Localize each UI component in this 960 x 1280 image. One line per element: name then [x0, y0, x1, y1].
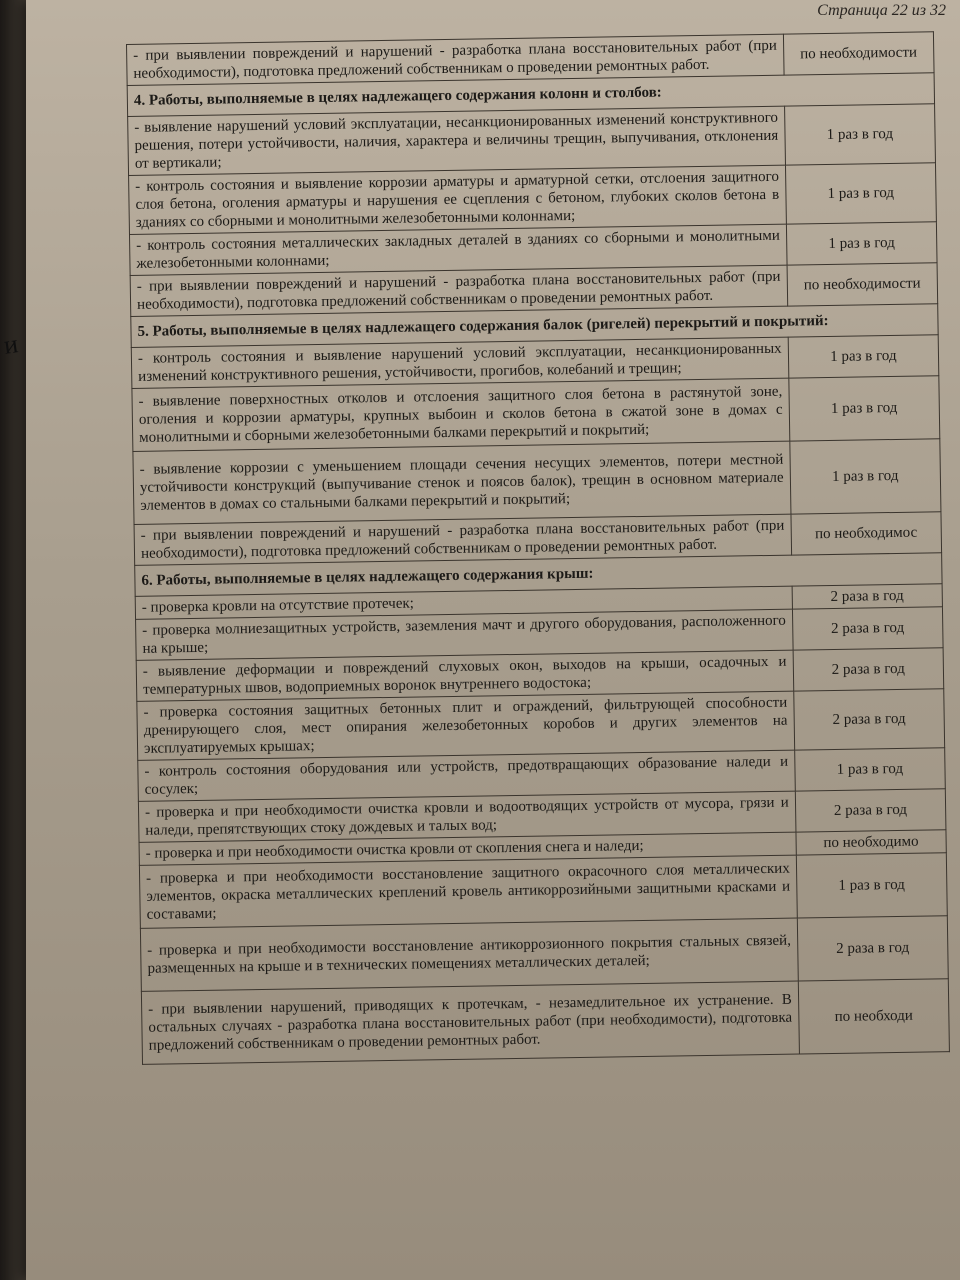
frequency-cell: по необходимости	[787, 263, 938, 306]
adjacent-page-fragment: и	[1, 329, 20, 360]
frequency-cell: 1 раз в год	[784, 104, 935, 165]
work-description-cell: - при выявлении нарушений, приводящих к протечкам, - незамедлительное их устранение. В остальных случаях - разработка плана восстановительных работ (при необходимости), подготовка предложений собственникам о проведении ремонтных работ.	[141, 981, 799, 1064]
table-body	[127, 32, 950, 1065]
section-title: 6. Работы, выполняемые в целях надлежащего содержания крыш:	[135, 553, 942, 597]
frequency-cell: 2 раза в год	[792, 607, 943, 650]
work-description-cell: - проверка состояния защитных бетонных плит и ограждений, фильтрующей способности дренирующего слоя, мест опирания железобетонных коробов и других элементов на эксплуатируемых крышах;	[137, 691, 795, 760]
work-description-cell: - проверка и при необходимости восстановление защитного окрасочного слоя металлических элементов, окраска металлических креплений кровель антикоррозийными защитными красками и составами;	[139, 855, 797, 928]
frequency-cell: по необходи	[798, 979, 949, 1054]
frequency-cell: 2 раза в год	[792, 584, 943, 609]
document-page	[26, 0, 960, 1280]
work-description-cell: - при выявлении повреждений и нарушений - разработка плана восстановительных работ (при необходимости), подготовка предложений собственникам о проведении ремонтных работ.	[134, 514, 791, 565]
frequency-cell: 2 раза в год	[793, 648, 944, 691]
work-description-cell: - проверка и при необходимости очистка кровли от скопления снега и наледи;	[139, 832, 796, 865]
frequency-cell: 1 раз в год	[788, 335, 939, 378]
work-description-cell: - выявление нарушений условий эксплуатации, несанкционированных изменений конструктивного решения, потери устойчивости, наличия, характера и величины трещин, выпучивания, отклонения от вертикали;	[128, 106, 786, 175]
frequency-cell: 1 раз в год	[794, 748, 945, 791]
section-title: 4. Работы, выполняемые в целях надлежащего содержания колонн и столбов:	[127, 73, 934, 117]
table-row	[141, 979, 949, 1065]
work-description-cell: - проверка кровли на отсутствие протечек;	[135, 586, 792, 619]
work-description-cell: - выявление коррозии с уменьшением площади сечения несущих элементов, потери местной устойчивости конструкций (выпучивание стенок и поясов балок), трещин в основном материале элементов в домах со стальными балками перекрытий и покрытий;	[133, 441, 791, 524]
frequency-cell: по необходимо	[796, 830, 947, 855]
frequency-cell: 2 раза в год	[793, 689, 944, 750]
frequency-cell: по необходимос	[791, 512, 942, 555]
table-row	[133, 439, 941, 525]
maintenance-works-table	[126, 31, 950, 1065]
work-description-cell: - при выявлении повреждений и нарушений - разработка плана восстановительных работ (при необходимости), подготовка предложений собственникам о проведении ремонтных работ.	[127, 34, 784, 85]
frequency-cell: 1 раз в год	[790, 439, 941, 514]
work-description-cell: - контроль состояния оборудования или устройств, предотвращающих образование наледи и сосулек;	[138, 750, 795, 801]
work-description-cell: - проверка и при необходимости очистка кровли и водоотводящих устройств от мусора, грязи и наледи, препятствующих стоку дождевых и талых вод;	[138, 791, 795, 842]
frequency-cell: 1 раз в год	[786, 222, 937, 265]
frequency-cell: 1 раз в год	[789, 376, 940, 441]
work-description-cell: - выявление деформации и повреждений слуховых окон, выходов на крыши, осадочных и температурных швов, водоприемных воронок внутреннего водостока;	[136, 650, 793, 701]
frequency-cell: 2 раза в год	[795, 789, 946, 832]
work-description-cell: - контроль состояния и выявление нарушений условий эксплуатации, несанкционированных изменений конструктивного решения, устойчивости, прогибов, колебаний и трещин;	[131, 337, 788, 388]
work-description-cell: - проверка молниезащитных устройств, заземления мачт и другого оборудования, расположенного на крыше;	[136, 609, 793, 660]
work-description-cell: - выявление поверхностных отколов и отслоения защитного слоя бетона в растянутой зоне, оголения и коррозии арматуры, крупных выбоин и сколов бетона в сжатой зоне в домах с монолитными и сборными железобетонными балками перекрытий и покрытий;	[132, 378, 790, 451]
work-description-cell: - при выявлении повреждений и нарушений - разработка плана восстановительных работ (при необходимости), подготовка предложений собственникам о проведении ремонтных работ.	[130, 265, 787, 316]
work-description-cell: - контроль состояния металлических закладных деталей в зданиях со сборными и монолитными железобетонными колоннами;	[129, 224, 786, 275]
section-title: 5. Работы, выполняемые в целях надлежащего содержания балок (ригелей) перекрытий и покрытий:	[131, 304, 938, 348]
work-description-cell: - проверка и при необходимости восстановление антикоррозионного покрытия стальных связей, размещенных на крыше и в технических помещениях металлических деталей;	[140, 918, 798, 991]
frequency-cell: 2 раза в год	[797, 916, 948, 981]
frequency-cell: 1 раз в год	[785, 163, 936, 224]
frequency-cell: 1 раз в год	[796, 853, 947, 918]
work-description-cell: - контроль состояния и выявление коррозии арматуры и арматурной сетки, отслоения защитного слоя бетона, оголения арматуры и нарушения ее сцепления с бетоном, глубоких сколов бетона в зданиях со сборными и монолитными железобетонными колоннами;	[129, 165, 787, 234]
page-number-label: Страница 22 из 32	[817, 2, 946, 19]
frequency-cell: по необходимости	[783, 32, 934, 75]
